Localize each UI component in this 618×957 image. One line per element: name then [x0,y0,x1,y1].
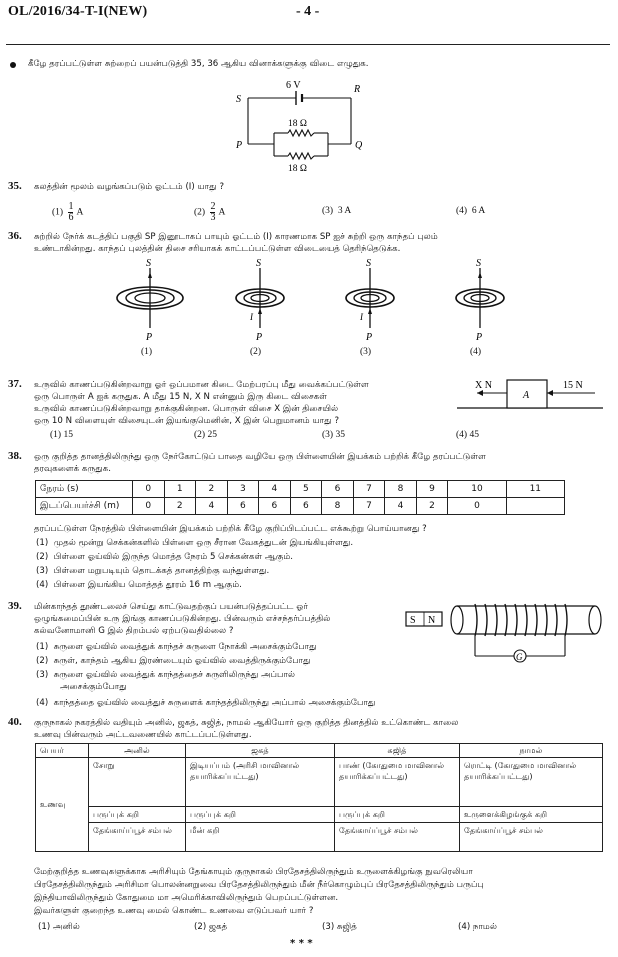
q37-line-4: ஒரு 10 N விளையுள் விசையுடன் இயங்குமெனின், X இன் பெறுமானம் யாது ? [34,416,340,426]
intro-text: கீழே தரப்பட்டுள்ள சுற்றைப் பயன்படுத்தி 35, 36 ஆகிய வினாக்களுக்கு விடை எழுதுக. [28,59,369,69]
svg-text:S: S [146,258,151,269]
time-cell: 10 [448,481,506,498]
q39-option-2[interactable]: (2) சுருள், காந்தம் ஆகிய இரண்டையும் ஓய்வில் வைத்திருக்கும்போது [36,656,311,666]
displacement-cell: 6 [227,498,259,515]
q39-option-4[interactable]: (4) காந்தத்தை ஓய்வில் வைத்துச் சுருளைக் காந்தத்திலிருந்து அப்பால் அசைக்கும்போது [36,698,376,708]
force-diagram [455,372,605,420]
time-cell: 3 [227,481,259,498]
food-cell: பாண் (கோதுமை மாவினால் தயாரிக்கப்பட்டது) [335,758,460,807]
svg-text:I: I [360,312,363,322]
point-p: P [236,140,243,151]
resistor-1-label: 18 Ω [288,119,307,129]
q40-option-3[interactable]: (3) சுஜித் [322,922,357,932]
magnetic-field-figures [90,258,520,358]
q38-line-2: தரவுகளைக் கருதுக. [34,464,112,474]
q36-option-1[interactable]: (1) [141,347,153,357]
q35-number: 35. [8,180,22,192]
svg-text:P: P [366,332,373,343]
q39-line-2: ஒழுங்கமைப்பின் உரு இங்கு காணப்படுகின்றது. பின்வரும் எச்சந்தர்ப்பத்தில் [34,614,331,624]
header-sujith: சுஜித் [335,744,460,758]
q39-option-1[interactable]: (1) சுருளை ஓய்வில் வைத்துக் காந்தச் சுருளை நோக்கி அசைக்கும்போது [36,642,317,652]
q40-option-4[interactable]: (4) நாமல் [458,922,497,932]
circuit-diagram [226,78,376,173]
food-cell: தேங்காய்ப்பூச் சம்பல் [335,823,460,852]
paper-code: OL/2016/34-T-I(NEW) [8,4,148,19]
q38-option-1[interactable]: (1) முதல் மூன்று செக்கன்களில் பிள்ளை ஒரு சீரான வேகத்துடன் இயங்கியுள்ளது. [36,538,354,548]
q40-after-1: மேற்குறித்த உணவுகளுக்காக அரிசியும் தேங்காயும் குருநாகல் பிரதேசத்திலிருந்தும் உருளைக்கிழங்கு நுவரெலியா [34,867,473,877]
displacement-cell: 6 [290,498,322,515]
q38-number: 38. [8,450,22,462]
header-namal: நாமல் [460,744,603,758]
displacement-cell: 2 [416,498,448,515]
time-label: நேரம் (s) [36,481,133,498]
galvanometer-label: G [516,652,523,662]
bullet-icon [10,62,16,68]
q40-number: 40. [8,716,22,728]
q40-option-1[interactable]: (1) அனில் [38,922,80,932]
q38-option-4[interactable]: (4) பிள்ளை இயங்கிய மொத்தத் தூரம் 16 m ஆகும். [36,580,242,590]
q40-line-1: குருநாகல் நகரத்தில் வதியும் அனில், ஜகத், சுஜித், நாமல் ஆகியோர் ஒரு குறித்த தினத்தில் உட்கொண்ட காலை [34,718,459,728]
displacement-label: இடப்பெயர்ச்சி (m) [36,498,133,515]
displacement-cell: 7 [353,498,385,515]
header-anil: அனில் [89,744,186,758]
food-row-label: உணவு [36,758,89,852]
q36-line-2: உண்டாகின்றது. காந்தப் புலத்தின் திசை சரியாகக் காட்டப்பட்டுள்ள விடையைத் தெரிந்தெடுக்க. [34,244,401,254]
breakfast-table [35,743,603,852]
q38-option-3[interactable]: (3) பிள்ளை மறுபடியும் தொடக்கத் தானத்திற்கு வந்துள்ளது. [36,566,270,576]
q38-question: தரப்பட்டுள்ள நேரத்தில் பிள்ளையின் இயக்கம் பற்றிக் கீழே குறிப்பிடப்பட்ட எக்கூற்று பொய்யானது ? [34,524,427,534]
q40-after-3: இந்தியாவிலிருந்தும் கோதுமை மா அமெரிக்காவிலிருந்தும் பெறப்பட்டுள்ளன. [34,893,339,903]
time-cell: 1 [164,481,196,498]
food-cell: உருளைக்கிழங்குக் கறி [460,807,603,823]
q36-line-1: சுற்றில் நேர்க் கடத்திப் பகுதி SP இனூடாகப் பாயும் ஓட்டம் (I) காரணமாக SP ஐச் சுற்றி ஒரு காந்தப் புலம் [34,232,438,242]
displacement-cell: 0 [133,498,165,515]
breakfast-row [36,823,603,852]
svg-text:P: P [256,332,263,343]
svg-text:S: S [476,258,481,269]
time-cell: 9 [416,481,448,498]
q40-after-2: பிரதேசத்திலிருந்தும் அரிசிமா பொலன்னறுவை பிரதேசத்திலிருந்தும் மீன் நீர்கொழும்புப் பிரதேசத்திலிருந்தும் பருப்பு [34,880,484,890]
time-cell: 11 [506,481,564,498]
q37-option-2[interactable]: (2) 25 [194,430,217,440]
displacement-cell: 0 [448,498,506,515]
q37-option-1[interactable]: (1) 15 [50,430,73,440]
time-cell: 2 [196,481,228,498]
q39-option-3-cont: அசைக்கும்போது [60,682,127,692]
q37-line-2: ஒரு பொருள் A ஐக் கருதுக. A மீது 15 N, X N என்னும் இரு கிடை விசைகள் [34,392,327,402]
displacement-cell: 6 [259,498,291,515]
figure-3 [346,258,394,343]
q35-option-2[interactable]: (2) $\frac{2}{3}$ A [194,201,226,223]
end-marker: * * * [290,938,313,949]
time-cell: 4 [259,481,291,498]
svg-text:P: P [146,332,153,343]
food-cell: இடியப்பம் (அரிசி மாவினால் தயாரிக்கப்பட்டது) [186,758,335,807]
food-cell: பருப்புக் கறி [186,807,335,823]
q36-option-3[interactable]: (3) [360,347,372,357]
food-cell: தேங்காய்ப்பூச் சம்பல் [460,823,603,852]
q35-option-1[interactable]: (1) $\frac{1}{6}$ A [52,201,84,223]
q36-option-4[interactable]: (4) [470,347,482,357]
breakfast-header-row [36,744,603,758]
q37-line-1: உருவில் காணப்படுகின்றவாறு ஓர் ஒப்பமான கிடை மேற்பரப்பு மீது வைக்கப்பட்டுள்ள [34,380,369,390]
q35-option-4[interactable]: (4) 6 A [456,206,486,216]
point-r: R [354,84,361,95]
q36-number: 36. [8,230,22,242]
q40-line-2: உணவு பின்வரும் அட்டவணையில் காட்டப்பட்டுள்ளது. [34,730,252,740]
time-row [36,481,565,498]
displacement-cell: 8 [322,498,354,515]
q40-question: இவர்களுள் குறைந்த உணவு மைல் கொண்ட உணவை எடுப்பவர் யார் ? [34,906,314,916]
svg-text:I: I [250,312,253,322]
time-cell: 5 [290,481,322,498]
figure-4 [456,258,504,343]
displacement-row [36,498,565,515]
magnet-n-label: N [428,615,436,626]
object-a-label: A [523,390,530,401]
q37-number: 37. [8,378,22,390]
food-cell: தேங்காய்ப்பூச் சம்பல் [89,823,186,852]
food-cell: பருப்புக் கறி [89,807,186,823]
food-cell: ரொட்டி (கோதுமை மாவினால் தயாரிக்கப்பட்டது) [460,758,603,807]
q39-line-1: மின்காந்தத் தூண்டலைச் செய்து காட்டுவதற்குப் பயன்படுத்தப்பட்ட ஓர் [34,602,308,612]
svg-text:P: P [476,332,483,343]
q35-text: கலத்தின் மூலம் வழங்கப்படும் ஓட்டம் (I) யாது ? [34,182,225,192]
emf-label: 6 V [286,80,301,91]
q40-option-2[interactable]: (2) ஜகத் [194,922,228,932]
point-q: Q [355,140,363,151]
breakfast-row [36,807,603,823]
svg-text:S: S [256,258,261,269]
food-cell: மீன் கறி [186,823,335,852]
q37-line-3: உருவில் காணப்படுகின்றவாறு தாக்குகின்றன. பொருள் விசை X இன் திசையில் [34,404,339,414]
displacement-cell [506,498,564,515]
magnet-s-label: S [410,615,416,626]
figure-1 [117,258,183,343]
time-cell: 6 [322,481,354,498]
header-jagath: ஜகத் [186,744,335,758]
q38-line-1: ஒரு குறித்த தானத்திலிருந்து ஒரு நேர்கோட்டுப் பாதை வழியே ஒரு பிள்ளையின் இயக்கம் பற்றிக் கீழே தரப்பட்டுள்ள [34,452,486,462]
coil-magnet-diagram [405,598,610,670]
q39-number: 39. [8,600,22,612]
q37-option-3[interactable]: (3) 35 [322,430,345,440]
q39-option-3[interactable]: (3) சுருளை ஓய்வில் வைத்துக் காந்தத்தைச் சுருளிலிருந்து அப்பால் [36,670,296,680]
point-s: S [236,94,241,105]
q39-line-3: கல்வனோமானி G இல் திறம்பல் ஏற்படுவதில்லை ? [34,626,234,636]
breakfast-row [36,758,603,807]
page-number: - 4 - [296,4,320,19]
time-cell: 8 [385,481,417,498]
displacement-cell: 4 [385,498,417,515]
svg-text:S: S [366,258,371,269]
food-cell: சோறு [89,758,186,807]
food-cell: பருப்புக் கறி [335,807,460,823]
force-15n-label: 15 N [563,380,583,391]
header-name: பெயர் [36,744,89,758]
displacement-cell: 2 [164,498,196,515]
motion-data-table [35,480,565,515]
q35-option-3[interactable]: (3) 3 A [322,206,352,216]
time-cell: 7 [353,481,385,498]
q37-option-4[interactable]: (4) 45 [456,430,479,440]
q38-option-2[interactable]: (2) பிள்ளை ஓய்வில் இருந்த மொத்த நேரம் 5 செக்கன்கள் ஆகும். [36,552,294,562]
time-cell: 0 [133,481,165,498]
displacement-cell: 4 [196,498,228,515]
resistor-2-label: 18 Ω [288,164,307,173]
q36-option-2[interactable]: (2) [250,347,262,357]
figure-2 [236,258,284,343]
force-x-label: X N [475,380,492,391]
header-rule [6,44,610,45]
